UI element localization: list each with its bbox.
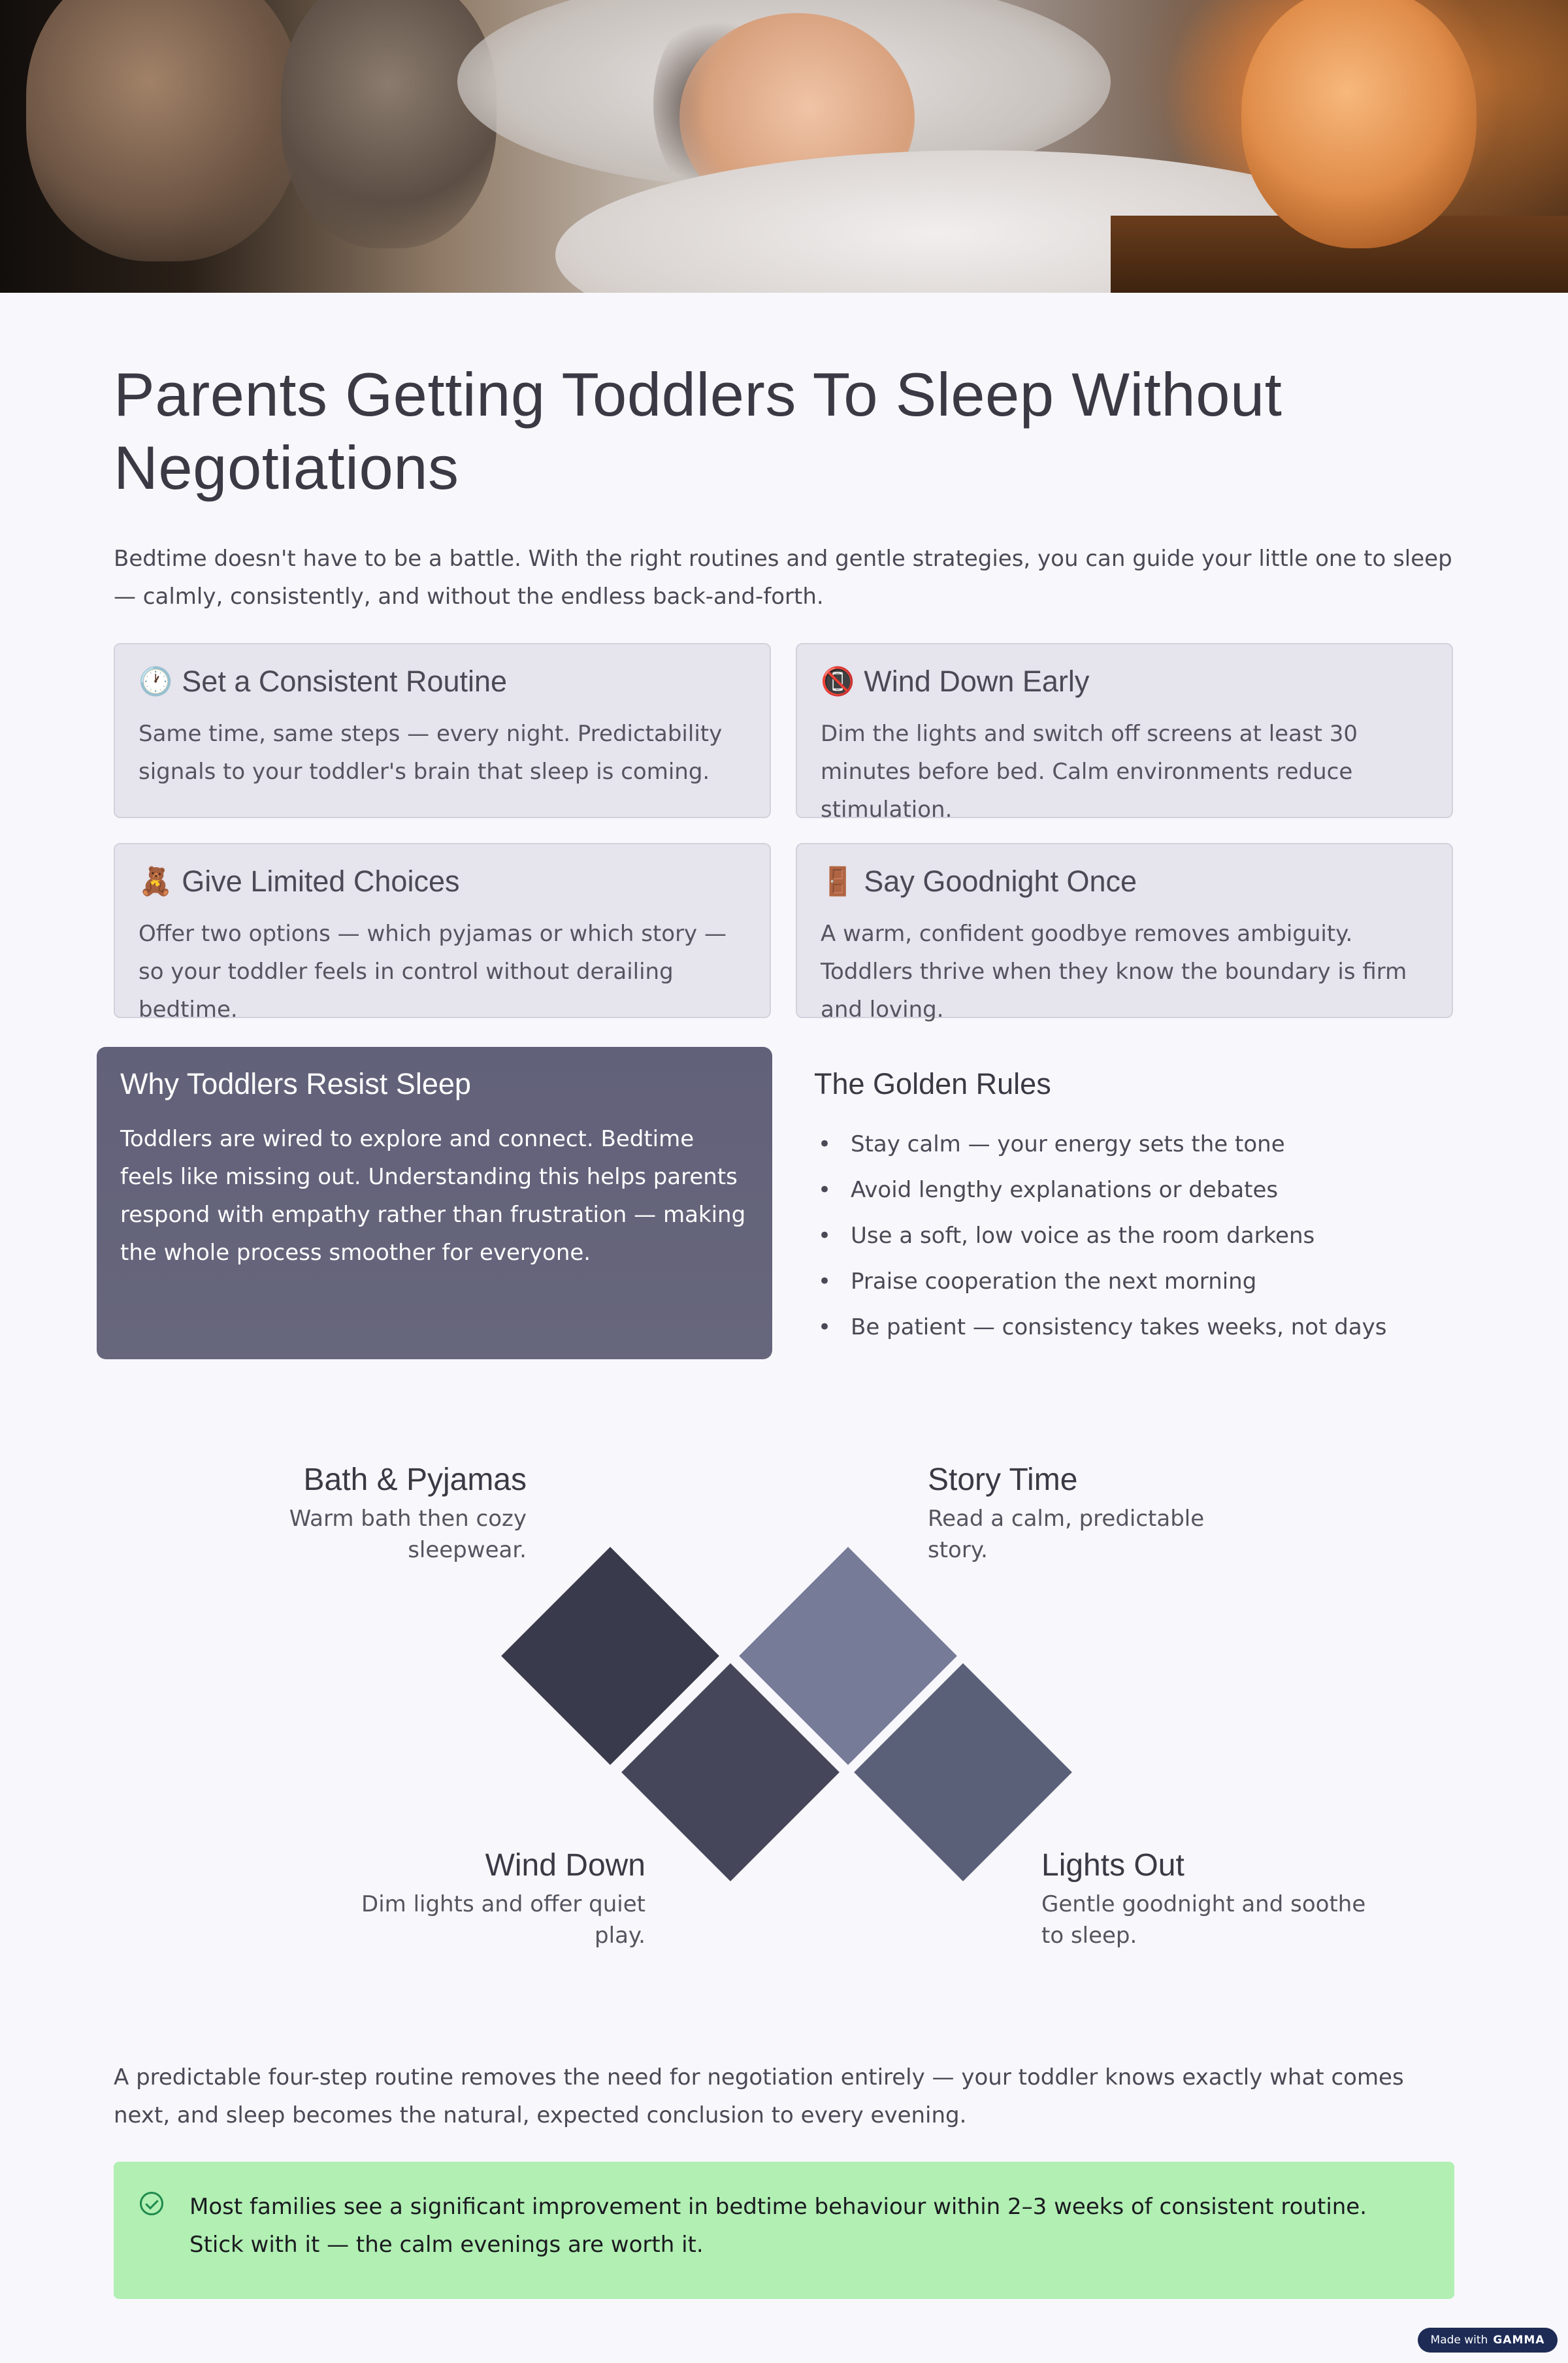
tip-card-heading (821, 864, 1428, 899)
step-story (928, 1461, 1215, 1566)
list-item: • Avoid lengthy explanations or debates (814, 1167, 1441, 1213)
page-title: Parents Getting Toddlers To Sleep Without Negotiations (114, 360, 1282, 502)
callout-text: Most families see a significant improvement in bedtime behaviour within 2–3 weeks of consistent routine. Stick with it — the calm evenings are worth it. (189, 2194, 1367, 2258)
step-text: Warm bath then cozy sleepwear. (289, 1506, 527, 1563)
tip-card-heading (139, 664, 746, 699)
golden-rules-list (814, 1121, 1441, 1350)
intro-paragraph: Bedtime doesn't have to be a battle. With the right routines and gentle strategies, you can guide your little one to sleep — calmly, consistently, and without the endless back-and-forth. (114, 546, 1452, 610)
tip-card-title: Say Goodnight Once (864, 865, 1137, 898)
golden-rules (814, 1066, 1441, 1350)
step-text: Gentle goodnight and soothe to sleep. (1041, 1891, 1366, 1949)
list-item: • Praise cooperation the next morning (814, 1259, 1441, 1304)
tip-card-text: Same time, same steps — every night. Predictability signals to your toddler's brain that sleep is coming. (139, 721, 723, 785)
no-phones-icon: 📵 (821, 666, 855, 697)
tip-card-choices (114, 843, 771, 1023)
summary-paragraph: A predictable four-step routine removes the need for negotiation entirely — your toddler knows exactly what comes next, and sleep becomes the natural, expected conclusion to every evening. (114, 2064, 1404, 2128)
step-title: Bath & Pyjamas (303, 1462, 527, 1497)
plush-toy-shape (281, 0, 497, 248)
list-item: • Use a soft, low voice as the room darkens (814, 1213, 1441, 1259)
made-with-gamma-badge[interactable] (1418, 2328, 1558, 2353)
tip-card-routine (114, 643, 771, 818)
teddy-bear-shape (26, 0, 301, 261)
step-wind-down (340, 1847, 645, 1951)
golden-rules-title: The Golden Rules (814, 1067, 1051, 1100)
list-item: • Be patient — consistency takes weeks, not days (814, 1304, 1441, 1350)
list-item: • Stay calm — your energy sets the tone (814, 1121, 1441, 1167)
badge-prefix: Made with (1430, 2334, 1488, 2347)
lamp-shape (1241, 0, 1477, 248)
step-bath (285, 1461, 527, 1566)
step-text: Dim lights and offer quiet play. (361, 1891, 645, 1949)
why-resist-panel (97, 1047, 772, 1359)
tip-card-heading (821, 664, 1428, 699)
tip-card-title: Give Limited Choices (182, 865, 460, 898)
why-resist-title: Why Toddlers Resist Sleep (120, 1067, 471, 1100)
tip-card-goodnight (796, 843, 1453, 1023)
tip-card-title: Set a Consistent Routine (182, 665, 508, 698)
check-circle-icon (140, 2192, 163, 2215)
step-lights-out (1041, 1847, 1381, 1951)
step-text: Read a calm, predictable story. (928, 1506, 1205, 1563)
clock-icon: 🕐 (139, 666, 173, 697)
tip-card-heading (139, 864, 746, 899)
tip-card-text: Dim the lights and switch off screens at least 30 minutes before bed. Calm environments reduce stimulation. (821, 721, 1358, 823)
hero-image (0, 0, 1568, 293)
step-title: Wind Down (485, 1848, 645, 1883)
why-resist-text: Toddlers are wired to explore and connect. Bedtime feels like missing out. Understanding this helps parents respond with empathy rather than frustration — making the whole process smoother for everyone. (120, 1126, 746, 1266)
teddy-bear-icon: 🧸 (139, 866, 173, 897)
tip-card-wind-down (796, 643, 1453, 823)
tip-card-title: Wind Down Early (864, 665, 1090, 698)
step-title: Story Time (928, 1462, 1078, 1497)
tip-card-text: Offer two options — which pyjamas or which story — so your toddler feels in control without derailing bedtime. (139, 921, 727, 1023)
tip-card-text: A warm, confident goodbye removes ambiguity. Toddlers thrive when they know the boundary is firm and loving. (821, 921, 1407, 1023)
step-title: Lights Out (1041, 1848, 1184, 1883)
success-callout (114, 2162, 1454, 2299)
door-icon: 🚪 (821, 866, 855, 897)
gamma-logo: GAMMA (1493, 2334, 1545, 2347)
